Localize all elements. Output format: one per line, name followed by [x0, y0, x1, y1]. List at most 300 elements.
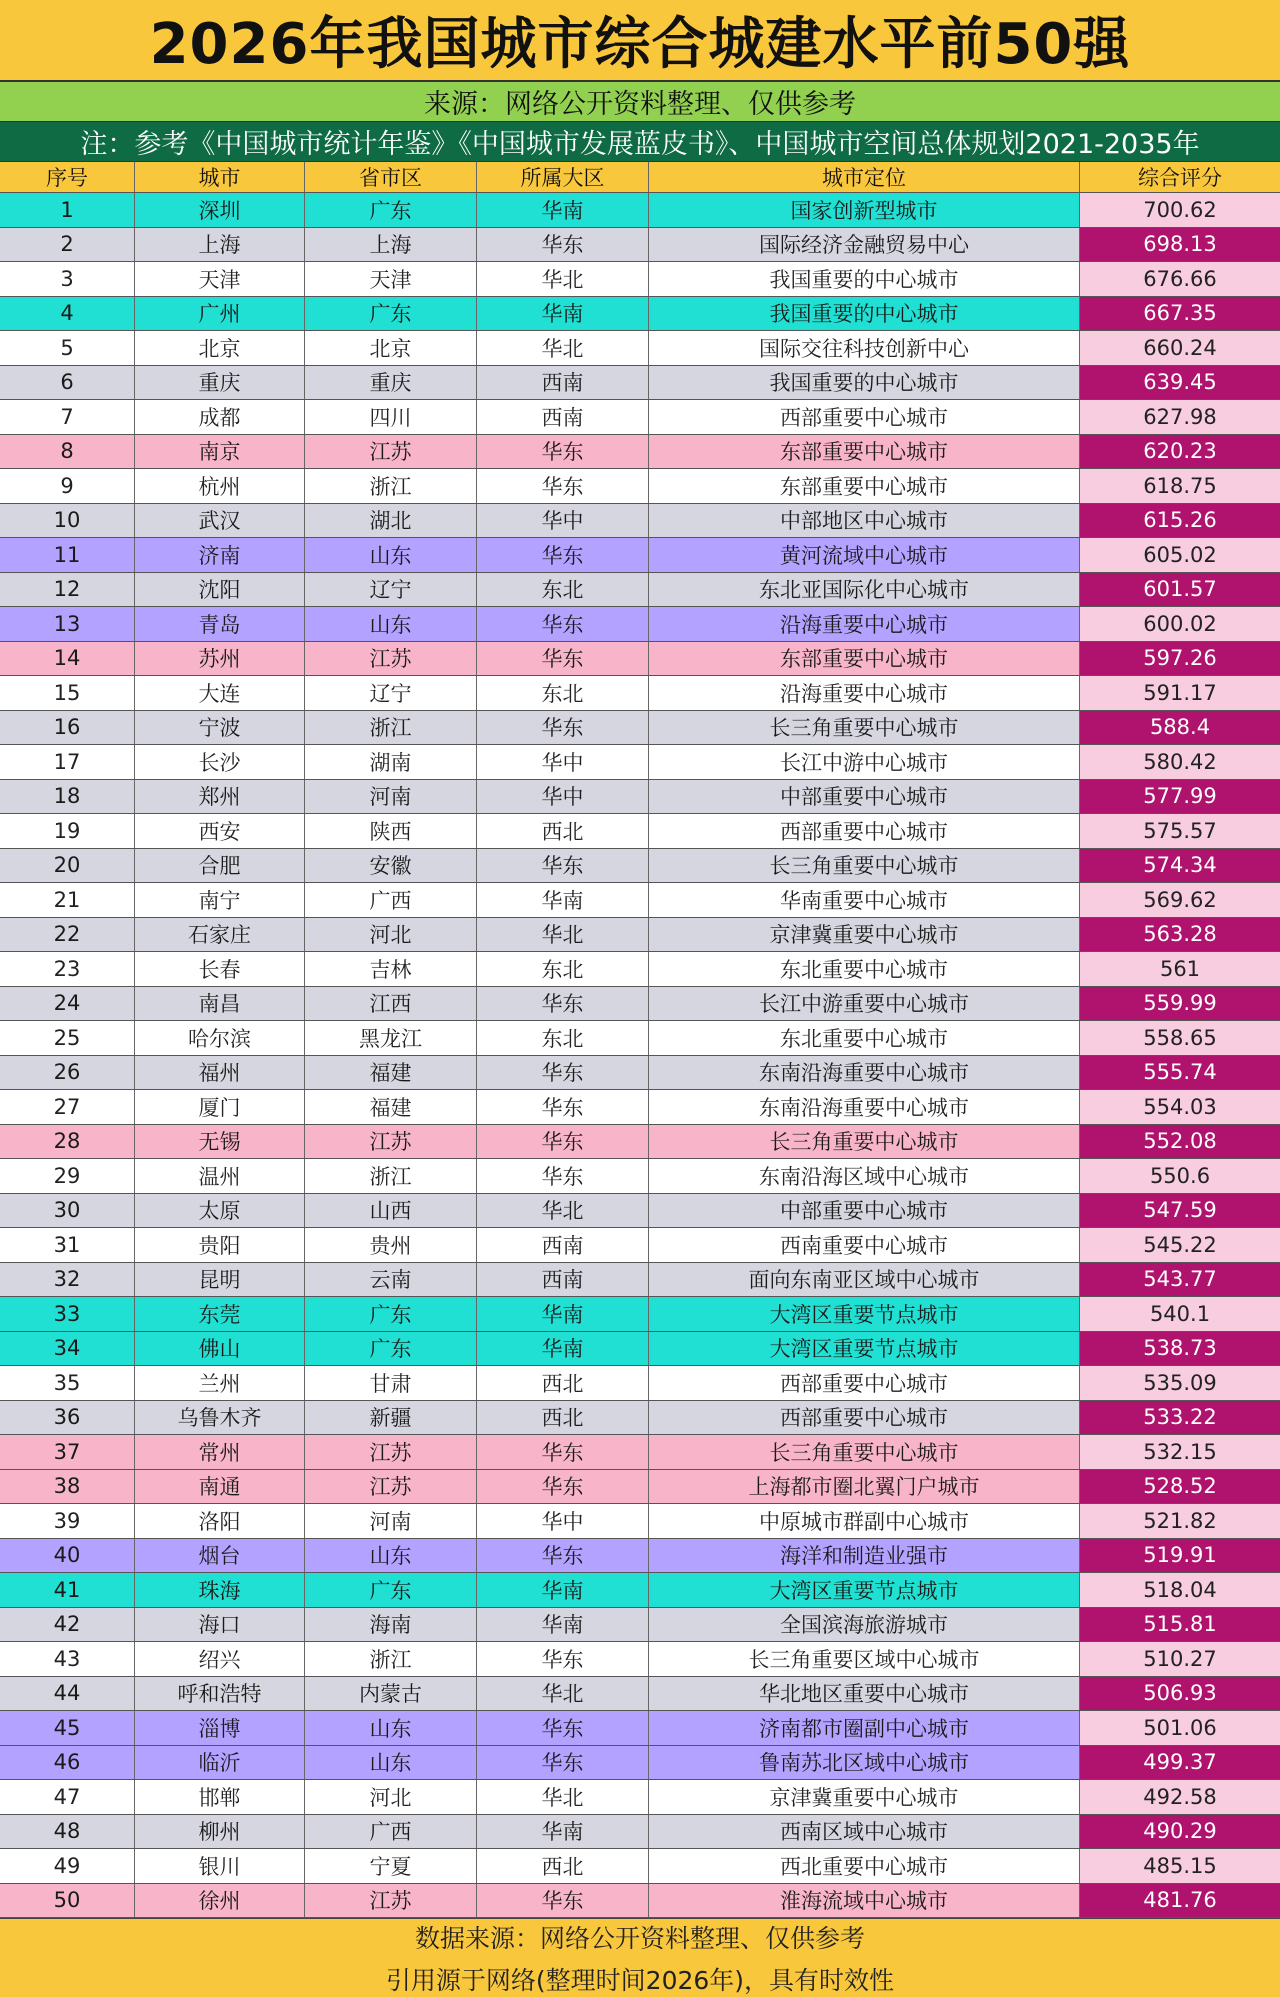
- table-row: [0, 1470, 1280, 1505]
- table-row: [0, 1090, 1280, 1125]
- cell-region: 华东: [477, 1435, 649, 1469]
- cell-city: 郑州: [135, 780, 305, 814]
- cell-province: 江苏: [305, 1470, 477, 1504]
- cell-province: 陕西: [305, 814, 477, 848]
- cell-score: 506.93: [1080, 1677, 1280, 1711]
- table-row: [0, 1849, 1280, 1884]
- cell-province: 天津: [305, 262, 477, 296]
- cell-city: 珠海: [135, 1573, 305, 1607]
- cell-city: 昆明: [135, 1263, 305, 1297]
- cell-region: 东北: [477, 1021, 649, 1055]
- cell-no: 45: [0, 1711, 135, 1745]
- cell-no: 23: [0, 952, 135, 986]
- header-region: 所属大区: [477, 162, 649, 192]
- cell-positioning: 东南沿海区域中心城市: [649, 1159, 1080, 1193]
- cell-region: 华东: [477, 228, 649, 262]
- cell-no: 50: [0, 1884, 135, 1918]
- header-no: 序号: [0, 162, 135, 192]
- cell-positioning: 东部重要中心城市: [649, 469, 1080, 503]
- cell-positioning: 国际经济金融贸易中心: [649, 228, 1080, 262]
- table-row: [0, 297, 1280, 332]
- cell-province: 山东: [305, 538, 477, 572]
- cell-positioning: 东部重要中心城市: [649, 435, 1080, 469]
- cell-positioning: 长三角重要中心城市: [649, 849, 1080, 883]
- table-body: [0, 193, 1280, 1918]
- table-row: [0, 952, 1280, 987]
- cell-no: 46: [0, 1746, 135, 1780]
- cell-positioning: 济南都市圈副中心城市: [649, 1711, 1080, 1745]
- table-row: [0, 642, 1280, 677]
- cell-province: 山西: [305, 1194, 477, 1228]
- cell-no: 13: [0, 607, 135, 641]
- cell-city: 绍兴: [135, 1642, 305, 1676]
- cell-region: 西南: [477, 366, 649, 400]
- cell-positioning: 东北重要中心城市: [649, 1021, 1080, 1055]
- cell-city: 东莞: [135, 1297, 305, 1331]
- cell-province: 江西: [305, 987, 477, 1021]
- cell-city: 呼和浩特: [135, 1677, 305, 1711]
- cell-province: 广东: [305, 1332, 477, 1366]
- cell-score: 519.91: [1080, 1539, 1280, 1573]
- cell-no: 39: [0, 1504, 135, 1538]
- table-row: [0, 1677, 1280, 1712]
- cell-positioning: 西部重要中心城市: [649, 1366, 1080, 1400]
- cell-positioning: 华南重要中心城市: [649, 883, 1080, 917]
- cell-region: 东北: [477, 573, 649, 607]
- cell-province: 上海: [305, 228, 477, 262]
- cell-region: 华东: [477, 1125, 649, 1159]
- cell-region: 东北: [477, 676, 649, 710]
- cell-score: 552.08: [1080, 1125, 1280, 1159]
- cell-province: 四川: [305, 400, 477, 434]
- cell-score: 510.27: [1080, 1642, 1280, 1676]
- table-row: [0, 1815, 1280, 1850]
- cell-score: 515.81: [1080, 1608, 1280, 1642]
- cell-region: 华东: [477, 1884, 649, 1918]
- cell-positioning: 我国重要的中心城市: [649, 262, 1080, 296]
- footer-source: 数据来源：网络公开资料整理、仅供参考: [414, 1924, 865, 1953]
- cell-city: 温州: [135, 1159, 305, 1193]
- table-row: [0, 538, 1280, 573]
- cell-city: 北京: [135, 331, 305, 365]
- cell-no: 14: [0, 642, 135, 676]
- cell-score: 501.06: [1080, 1711, 1280, 1745]
- table-row: [0, 883, 1280, 918]
- cell-region: 西北: [477, 814, 649, 848]
- cell-positioning: 上海都市圈北翼门户城市: [649, 1470, 1080, 1504]
- cell-province: 吉林: [305, 952, 477, 986]
- cell-region: 华南: [477, 193, 649, 227]
- cell-city: 青岛: [135, 607, 305, 641]
- cell-score: 620.23: [1080, 435, 1280, 469]
- note-banner: 注：参考《中国城市统计年鉴》《中国城市发展蓝皮书》、中国城市空间总体规划2021-2035年: [0, 122, 1280, 162]
- cell-positioning: 沿海重要中心城市: [649, 607, 1080, 641]
- cell-province: 浙江: [305, 711, 477, 745]
- table-row: [0, 1504, 1280, 1539]
- cell-no: 28: [0, 1125, 135, 1159]
- table-row: [0, 1021, 1280, 1056]
- cell-no: 31: [0, 1228, 135, 1262]
- cell-no: 34: [0, 1332, 135, 1366]
- cell-positioning: 中原城市群副中心城市: [649, 1504, 1080, 1538]
- cell-city: 洛阳: [135, 1504, 305, 1538]
- cell-region: 华南: [477, 1608, 649, 1642]
- cell-score: 545.22: [1080, 1228, 1280, 1262]
- table-row: [0, 504, 1280, 539]
- cell-no: 4: [0, 297, 135, 331]
- cell-region: 华北: [477, 1194, 649, 1228]
- cell-no: 16: [0, 711, 135, 745]
- table-row: [0, 745, 1280, 780]
- cell-city: 柳州: [135, 1815, 305, 1849]
- table-row: [0, 1711, 1280, 1746]
- cell-city: 深圳: [135, 193, 305, 227]
- cell-city: 邯郸: [135, 1780, 305, 1814]
- cell-no: 35: [0, 1366, 135, 1400]
- footer-citation: 引用源于网络(整理时间2026年)，具有时效性: [385, 1966, 895, 1995]
- cell-positioning: 西南重要中心城市: [649, 1228, 1080, 1262]
- cell-region: 华南: [477, 1815, 649, 1849]
- cell-no: 40: [0, 1539, 135, 1573]
- table-row: [0, 366, 1280, 401]
- table-row: [0, 1608, 1280, 1643]
- cell-score: 627.98: [1080, 400, 1280, 434]
- cell-province: 浙江: [305, 469, 477, 503]
- cell-positioning: 西北重要中心城市: [649, 1849, 1080, 1883]
- cell-no: 32: [0, 1263, 135, 1297]
- cell-city: 成都: [135, 400, 305, 434]
- cell-no: 3: [0, 262, 135, 296]
- cell-region: 华北: [477, 1780, 649, 1814]
- table-row: [0, 262, 1280, 297]
- cell-positioning: 中部重要中心城市: [649, 780, 1080, 814]
- cell-city: 常州: [135, 1435, 305, 1469]
- cell-region: 西南: [477, 1228, 649, 1262]
- cell-score: 554.03: [1080, 1090, 1280, 1124]
- cell-no: 25: [0, 1021, 135, 1055]
- table-row: [0, 1125, 1280, 1160]
- cell-positioning: 西部重要中心城市: [649, 814, 1080, 848]
- cell-region: 华北: [477, 918, 649, 952]
- cell-score: 601.57: [1080, 573, 1280, 607]
- cell-no: 38: [0, 1470, 135, 1504]
- table-row: [0, 607, 1280, 642]
- cell-city: 哈尔滨: [135, 1021, 305, 1055]
- cell-province: 广西: [305, 1815, 477, 1849]
- cell-score: 563.28: [1080, 918, 1280, 952]
- cell-province: 内蒙古: [305, 1677, 477, 1711]
- cell-province: 辽宁: [305, 573, 477, 607]
- header-score: 综合评分: [1138, 166, 1222, 190]
- cell-province: 广东: [305, 297, 477, 331]
- cell-score: 532.15: [1080, 1435, 1280, 1469]
- cell-region: 华南: [477, 883, 649, 917]
- cell-positioning: 长三角重要区域中心城市: [649, 1642, 1080, 1676]
- cell-score: 535.09: [1080, 1366, 1280, 1400]
- cell-positioning: 东北重要中心城市: [649, 952, 1080, 986]
- cell-province: 河南: [305, 780, 477, 814]
- cell-no: 47: [0, 1780, 135, 1814]
- table-row: [0, 918, 1280, 953]
- cell-province: 河北: [305, 918, 477, 952]
- cell-province: 山东: [305, 607, 477, 641]
- cell-region: 华中: [477, 504, 649, 538]
- cell-positioning: 长三角重要中心城市: [649, 1125, 1080, 1159]
- cell-positioning: 黄河流域中心城市: [649, 538, 1080, 572]
- cell-no: 20: [0, 849, 135, 883]
- cell-positioning: 长江中游中心城市: [649, 745, 1080, 779]
- cell-region: 东北: [477, 952, 649, 986]
- cell-positioning: 京津冀重要中心城市: [649, 1780, 1080, 1814]
- table-row: [0, 1573, 1280, 1608]
- table-row: [0, 1159, 1280, 1194]
- table-row: [0, 676, 1280, 711]
- cell-positioning: 西部重要中心城市: [649, 1401, 1080, 1435]
- table-row: [0, 1780, 1280, 1815]
- cell-region: 华东: [477, 1642, 649, 1676]
- cell-positioning: 中部地区中心城市: [649, 504, 1080, 538]
- cell-province: 浙江: [305, 1642, 477, 1676]
- cell-province: 浙江: [305, 1159, 477, 1193]
- cell-region: 华东: [477, 849, 649, 883]
- cell-city: 徐州: [135, 1884, 305, 1918]
- cell-city: 武汉: [135, 504, 305, 538]
- cell-city: 长春: [135, 952, 305, 986]
- cell-region: 华东: [477, 538, 649, 572]
- cell-score: 521.82: [1080, 1504, 1280, 1538]
- cell-score: 559.99: [1080, 987, 1280, 1021]
- cell-city: 无锡: [135, 1125, 305, 1159]
- header-province: 省市区: [305, 162, 477, 192]
- cell-score: 667.35: [1080, 297, 1280, 331]
- cell-province: 江苏: [305, 1884, 477, 1918]
- cell-province: 山东: [305, 1746, 477, 1780]
- cell-region: 华中: [477, 1504, 649, 1538]
- cell-positioning: 沿海重要中心城市: [649, 676, 1080, 710]
- cell-province: 新疆: [305, 1401, 477, 1435]
- cell-region: 华北: [477, 1677, 649, 1711]
- cell-province: 甘肃: [305, 1366, 477, 1400]
- cell-province: 北京: [305, 331, 477, 365]
- table-row: [0, 1332, 1280, 1367]
- table-row: [0, 400, 1280, 435]
- cell-no: 6: [0, 366, 135, 400]
- cell-score: 588.4: [1080, 711, 1280, 745]
- cell-province: 江苏: [305, 1435, 477, 1469]
- table-row: [0, 193, 1280, 228]
- cell-province: 江苏: [305, 1125, 477, 1159]
- cell-no: 11: [0, 538, 135, 572]
- cell-no: 18: [0, 780, 135, 814]
- cell-score: 518.04: [1080, 1573, 1280, 1607]
- cell-city: 济南: [135, 538, 305, 572]
- cell-score: 698.13: [1080, 228, 1280, 262]
- cell-score: 558.65: [1080, 1021, 1280, 1055]
- cell-province: 广东: [305, 1573, 477, 1607]
- cell-score: 538.73: [1080, 1332, 1280, 1366]
- cell-score: 591.17: [1080, 676, 1280, 710]
- table-row: [0, 228, 1280, 263]
- cell-positioning: 东南沿海重要中心城市: [649, 1090, 1080, 1124]
- table-row: [0, 1401, 1280, 1436]
- cell-city: 南通: [135, 1470, 305, 1504]
- table-row: [0, 331, 1280, 366]
- cell-positioning: 大湾区重要节点城市: [649, 1297, 1080, 1331]
- cell-positioning: 国际交往科技创新中心: [649, 331, 1080, 365]
- cell-province: 山东: [305, 1539, 477, 1573]
- cell-province: 江苏: [305, 642, 477, 676]
- cell-positioning: 东北亚国际化中心城市: [649, 573, 1080, 607]
- cell-no: 8: [0, 435, 135, 469]
- cell-score: 676.66: [1080, 262, 1280, 296]
- cell-score: 575.57: [1080, 814, 1280, 848]
- table-row: [0, 573, 1280, 608]
- cell-no: 21: [0, 883, 135, 917]
- cell-province: 云南: [305, 1263, 477, 1297]
- cell-score: 577.99: [1080, 780, 1280, 814]
- cell-city: 合肥: [135, 849, 305, 883]
- cell-score: 597.26: [1080, 642, 1280, 676]
- cell-no: 2: [0, 228, 135, 262]
- header-city: 城市: [135, 162, 305, 192]
- cell-region: 华南: [477, 1573, 649, 1607]
- cell-positioning: 鲁南苏北区域中心城市: [649, 1746, 1080, 1780]
- cell-score: 547.59: [1080, 1194, 1280, 1228]
- table-row: [0, 1884, 1280, 1919]
- cell-positioning: 大湾区重要节点城市: [649, 1332, 1080, 1366]
- page-title: 2026年我国城市综合城建水平前50强: [0, 0, 1280, 82]
- cell-region: 华南: [477, 1332, 649, 1366]
- cell-region: 华南: [477, 297, 649, 331]
- cell-score: 600.02: [1080, 607, 1280, 641]
- cell-positioning: 淮海流域中心城市: [649, 1884, 1080, 1918]
- cell-no: 29: [0, 1159, 135, 1193]
- cell-score: 700.62: [1080, 193, 1280, 227]
- cell-province: 黑龙江: [305, 1021, 477, 1055]
- cell-positioning: 西部重要中心城市: [649, 400, 1080, 434]
- cell-region: 华东: [477, 711, 649, 745]
- cell-province: 宁夏: [305, 1849, 477, 1883]
- table-row: [0, 469, 1280, 504]
- cell-positioning: 东南沿海重要中心城市: [649, 1056, 1080, 1090]
- table-row: [0, 711, 1280, 746]
- cell-city: 银川: [135, 1849, 305, 1883]
- source-banner: 来源：网络公开资料整理、仅供参考: [0, 82, 1280, 122]
- cell-region: 华中: [477, 745, 649, 779]
- cell-positioning: 华北地区重要中心城市: [649, 1677, 1080, 1711]
- cell-city: 石家庄: [135, 918, 305, 952]
- table-row: [0, 987, 1280, 1022]
- cell-positioning: 海洋和制造业强市: [649, 1539, 1080, 1573]
- cell-no: 9: [0, 469, 135, 503]
- cell-city: 沈阳: [135, 573, 305, 607]
- table-row: [0, 780, 1280, 815]
- cell-region: 华东: [477, 1470, 649, 1504]
- cell-province: 山东: [305, 1711, 477, 1745]
- cell-score: 550.6: [1080, 1159, 1280, 1193]
- cell-score: 533.22: [1080, 1401, 1280, 1435]
- cell-score: 569.62: [1080, 883, 1280, 917]
- table-row: [0, 849, 1280, 884]
- cell-score: 555.74: [1080, 1056, 1280, 1090]
- cell-city: 天津: [135, 262, 305, 296]
- table-row: [0, 1194, 1280, 1229]
- cell-region: 华东: [477, 435, 649, 469]
- cell-city: 上海: [135, 228, 305, 262]
- cell-no: 15: [0, 676, 135, 710]
- cell-province: 河北: [305, 1780, 477, 1814]
- table-row: [0, 1435, 1280, 1470]
- cell-city: 烟台: [135, 1539, 305, 1573]
- cell-city: 淄博: [135, 1711, 305, 1745]
- cell-score: 660.24: [1080, 331, 1280, 365]
- table-row: [0, 814, 1280, 849]
- cell-no: 43: [0, 1642, 135, 1676]
- cell-city: 长沙: [135, 745, 305, 779]
- cell-city: 宁波: [135, 711, 305, 745]
- cell-positioning: 东部重要中心城市: [649, 642, 1080, 676]
- cell-positioning: 国家创新型城市: [649, 193, 1080, 227]
- cell-score: 540.1: [1080, 1297, 1280, 1331]
- cell-province: 湖北: [305, 504, 477, 538]
- cell-no: 36: [0, 1401, 135, 1435]
- cell-city: 南宁: [135, 883, 305, 917]
- cell-province: 福建: [305, 1090, 477, 1124]
- cell-city: 重庆: [135, 366, 305, 400]
- cell-no: 30: [0, 1194, 135, 1228]
- cell-region: 华东: [477, 1056, 649, 1090]
- table-row: [0, 1056, 1280, 1091]
- cell-no: 26: [0, 1056, 135, 1090]
- cell-score: 485.15: [1080, 1849, 1280, 1883]
- cell-positioning: 大湾区重要节点城市: [649, 1573, 1080, 1607]
- cell-city: 杭州: [135, 469, 305, 503]
- cell-city: 厦门: [135, 1090, 305, 1124]
- table-header: [0, 162, 1280, 193]
- cell-region: 华东: [477, 642, 649, 676]
- table-row: [0, 1746, 1280, 1781]
- cell-province: 广东: [305, 193, 477, 227]
- cell-no: 44: [0, 1677, 135, 1711]
- cell-positioning: 西南区域中心城市: [649, 1815, 1080, 1849]
- cell-score: 481.76: [1080, 1884, 1280, 1918]
- cell-no: 42: [0, 1608, 135, 1642]
- cell-region: 西南: [477, 400, 649, 434]
- cell-region: 西南: [477, 1263, 649, 1297]
- cell-positioning: 长江中游重要中心城市: [649, 987, 1080, 1021]
- cell-region: 西北: [477, 1366, 649, 1400]
- cell-positioning: 长三角重要中心城市: [649, 711, 1080, 745]
- cell-city: 南昌: [135, 987, 305, 1021]
- cell-no: 10: [0, 504, 135, 538]
- cell-city: 苏州: [135, 642, 305, 676]
- cell-region: 华中: [477, 780, 649, 814]
- cell-no: 1: [0, 193, 135, 227]
- cell-score: 615.26: [1080, 504, 1280, 538]
- cell-positioning: 中部重要中心城市: [649, 1194, 1080, 1228]
- cell-no: 41: [0, 1573, 135, 1607]
- cell-city: 兰州: [135, 1366, 305, 1400]
- table-row: [0, 1297, 1280, 1332]
- cell-positioning: 全国滨海旅游城市: [649, 1608, 1080, 1642]
- cell-positioning: 京津冀重要中心城市: [649, 918, 1080, 952]
- cell-province: 辽宁: [305, 676, 477, 710]
- cell-score: 543.77: [1080, 1263, 1280, 1297]
- cell-region: 华东: [477, 469, 649, 503]
- cell-city: 广州: [135, 297, 305, 331]
- cell-no: 17: [0, 745, 135, 779]
- cell-region: 华东: [477, 1711, 649, 1745]
